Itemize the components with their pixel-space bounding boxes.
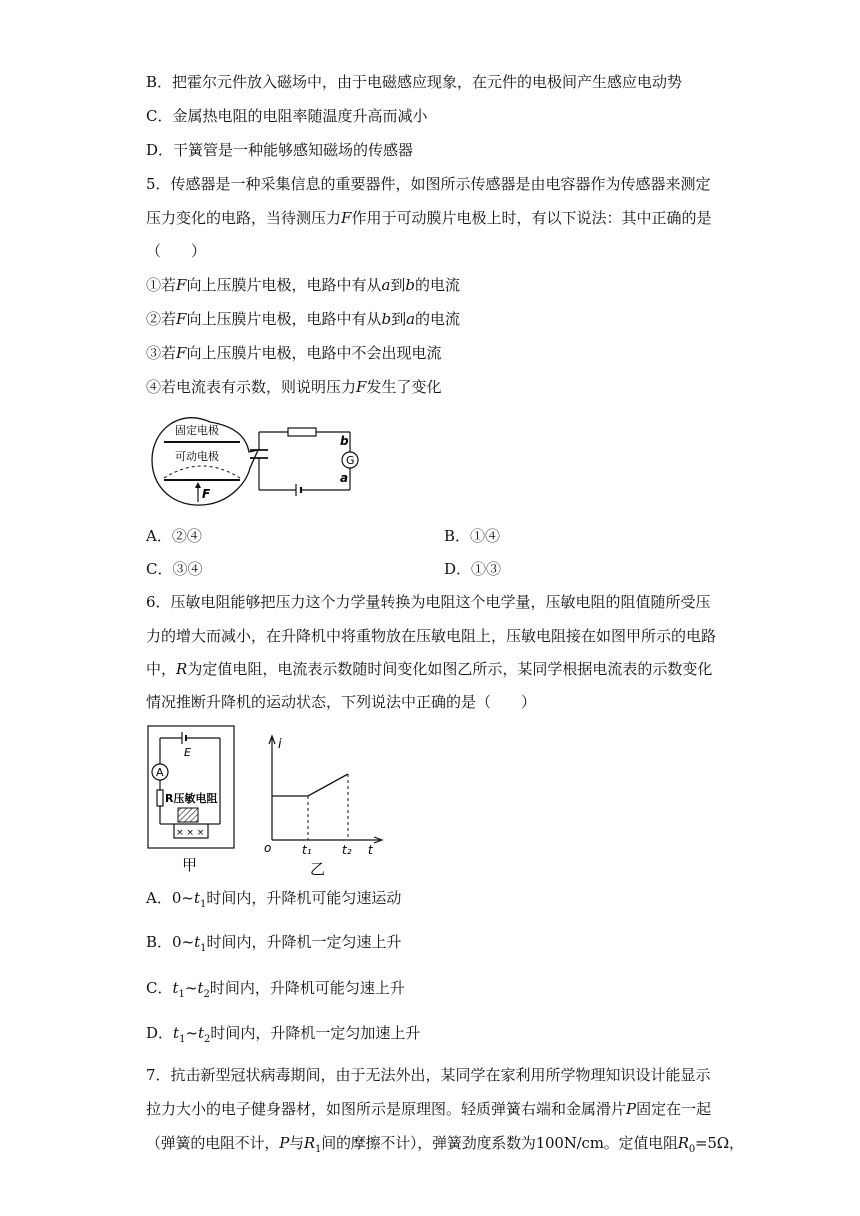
cross-marks: × × ×: [176, 828, 205, 838]
q6-stem-line4: 情况推断升降机的运动状态，下列说法中正确的是（ ）: [146, 693, 537, 711]
q5-statement-4: ④若电流表有示数，则说明压力F发生了变化: [146, 378, 442, 396]
t1-label: t₁: [302, 843, 312, 857]
caption-jia: 甲: [182, 856, 198, 874]
terminal-a-label: a: [340, 471, 349, 485]
t-axis-label: t: [368, 843, 373, 857]
q6-stem-line2: 力的增大而减小，在升降机中将重物放在压敏电阻上，压敏电阻接在如图甲所示的电路: [146, 627, 717, 645]
varistor-label: R压敏电阻: [165, 792, 218, 805]
origin-label: o: [264, 841, 272, 855]
q6-option-a: A．$0\sim t_1$时间内，升降机可能匀速运动: [146, 889, 402, 910]
q5-option-a: A．②④: [146, 527, 202, 545]
q4-option-d: D．干簧管是一种能够感知磁场的传感器: [146, 141, 414, 159]
q5-stem-line2: 压力变化的电路，当待测压力F作用于可动膜片电极上时，有以下说法：其中正确的是: [146, 209, 712, 227]
resistor-symbol: [157, 790, 163, 806]
capacitor-sensor-figure: [150, 410, 390, 510]
q7-stem-line3: （弹簧的电阻不计，P与$R_1$间的摩擦不计），弹簧劲度系数为100N/cm。定值电阻$R_0=5\Omega$，: [146, 1134, 744, 1155]
q5-answer-paren: （ ）: [146, 242, 207, 260]
resistor-symbol: [288, 428, 316, 436]
movable-electrode-label: 可动电极: [175, 450, 219, 463]
q5-option-b: B．①④: [444, 527, 501, 545]
emf-label: E: [184, 746, 191, 759]
q4-option-b: B．把霍尔元件放入磁场中，由于电磁感应现象，在元件的电极间产生感应电动势: [146, 73, 683, 91]
q6-stem-line1: 6．压敏电阻能够把压力这个力学量转换为电阻这个电学量，压敏电阻的阻值随所受压: [146, 593, 711, 611]
weight-block: [178, 808, 198, 822]
t2-label: t₂: [342, 843, 352, 857]
q4-option-c: C．金属热电阻的电阻率随温度升高而减小: [146, 107, 428, 125]
q7-stem-line1: 7．抗击新型冠状病毒期间，由于无法外出，某同学在家利用所学物理知识设计能显示: [146, 1066, 711, 1084]
caption-yi: 乙: [310, 860, 326, 878]
i-axis-label: i: [278, 737, 282, 752]
q5-option-d: D．①③: [444, 560, 502, 578]
q7-stem-line2: 拉力大小的电子健身器材，如图所示是原理图。轻质弹簧右端和金属滑片P固定在一起: [146, 1100, 712, 1118]
fixed-electrode-label: 固定电极: [175, 424, 219, 437]
terminal-b-label: b: [340, 434, 349, 448]
figure-yi-graph: [262, 728, 392, 878]
current-curve: [272, 774, 348, 796]
q5-option-c: C．③④: [146, 560, 203, 578]
figure-jia-circuit: [146, 724, 238, 876]
q6-option-c: C．$t_1\sim t_2$时间内，升降机可能匀速上升: [146, 979, 405, 1000]
q6-option-d: D．$t_1\sim t_2$时间内，升降机一定匀加速上升: [146, 1024, 421, 1045]
q6-stem-line3: 中，R为定值电阻，电流表示数随时间变化如图乙所示，某同学根据电流表的示数变化: [146, 660, 713, 678]
ammeter-label: A: [156, 766, 164, 779]
q5-statement-3: ③若F向上压膜片电极，电路中不会出现电流: [146, 344, 442, 362]
q5-stem-line1: 5．传感器是一种采集信息的重要器件，如图所示传感器是由电容器作为传感器来测定: [146, 175, 711, 193]
q5-statement-1: ①若F向上压膜片电极，电路中有从a到b的电流: [146, 276, 461, 294]
q6-option-b: B．$0\sim t_1$时间内，升降机一定匀速上升: [146, 933, 402, 954]
force-label: F: [202, 487, 211, 501]
q5-statement-2: ②若F向上压膜片电极，电路中有从b到a的电流: [146, 310, 461, 328]
galvanometer-label: G: [346, 454, 355, 467]
